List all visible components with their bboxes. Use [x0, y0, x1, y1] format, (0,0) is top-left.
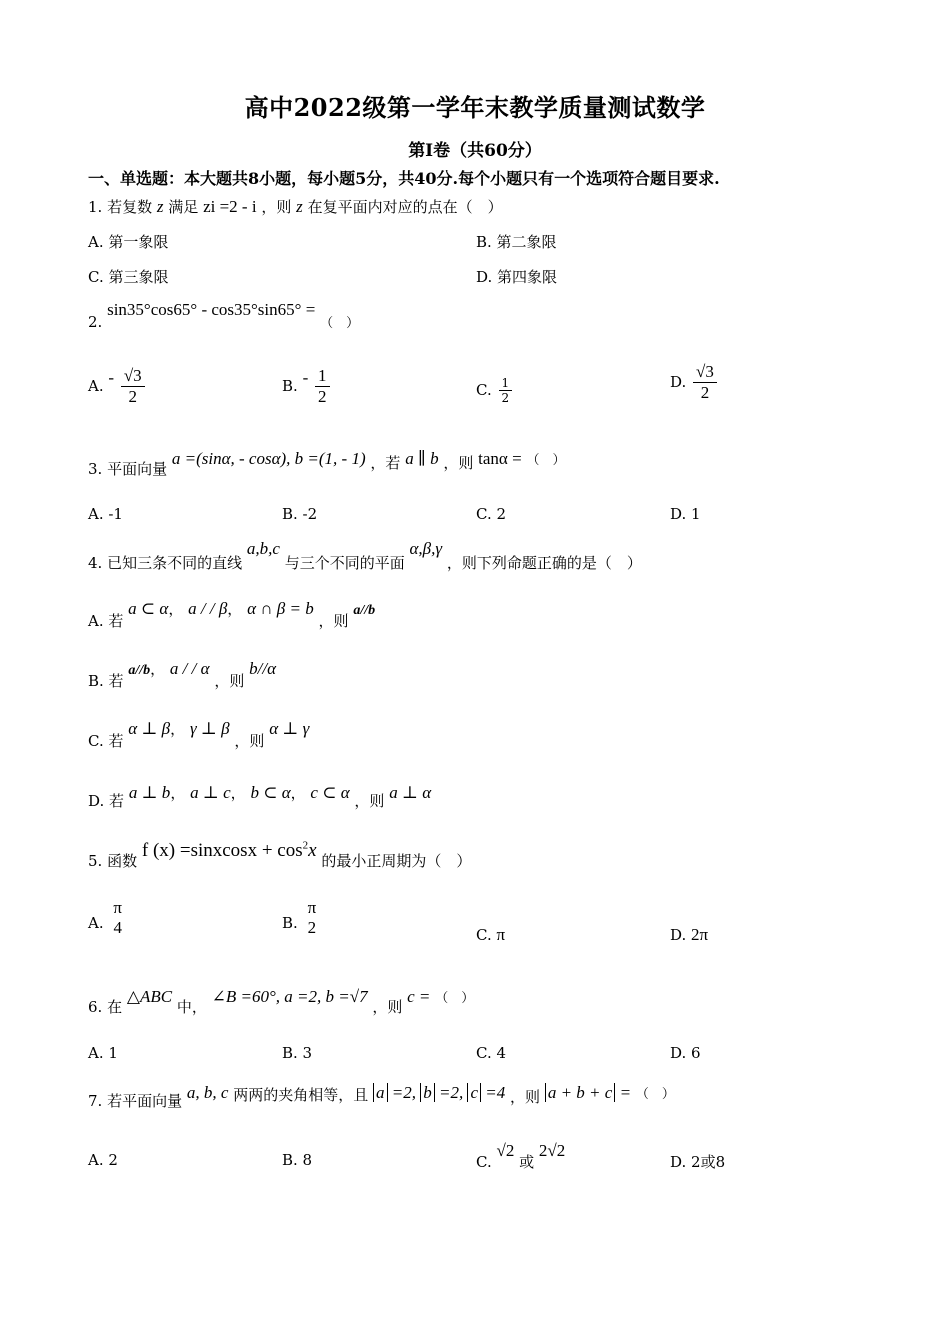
q2-option-a: A. - $\frac{√3}{2}$: [88, 366, 147, 408]
q7-magnitudes: a =2, b =2, c =4: [373, 1083, 505, 1102]
question-6: 6. 在 △ABC 中， ∠B =60°, a =2, b =√7 ，则 c = （ ）: [88, 987, 475, 1016]
q6-option-a: A. 1: [88, 1044, 118, 1062]
q3-option-c: C. 2: [476, 505, 507, 523]
q5-option-d: D. 2π: [670, 925, 709, 944]
question-5: 5. 函数 f (x) =sinxcosx + $\cos^2x$ 的最小正周期为（ ）: [88, 840, 472, 871]
question-1: 1. 若复数 z 满足 zi =2 - i ，则 z 在复平面内对应的点在（ ）: [88, 197, 503, 216]
q5-function: f (x) =sinxcosx + $\cos^2x$: [141, 840, 317, 862]
q2-option-d: D. $\frac{√3}{2}$: [670, 362, 719, 404]
q6-option-d: D. 6: [670, 1044, 701, 1062]
q7-sum-magnitude: a + b + c =: [545, 1083, 631, 1102]
q7-option-c: C. √2 或 2√2: [476, 1141, 566, 1171]
question-4: 4. 已知三条不同的直线 a,b,c 与三个不同的平面 α,β,γ ，则下列命题正确的是（ ）: [88, 539, 642, 572]
q3-option-d: D. 1: [670, 505, 701, 523]
q4-option-a: A. 若 a ⊂ α， a / / β， α ∩ β = b ，则 a//b: [88, 599, 376, 630]
q5-option-c: C. π: [476, 925, 506, 944]
q6-option-b: B. 3: [282, 1044, 313, 1062]
q4-option-c: C. 若 α ⊥ β， γ ⊥ β ，则 α ⊥ γ: [88, 719, 310, 750]
q1-option-c: C. 第三象限: [88, 268, 169, 286]
q7-option-b: B. 8: [282, 1151, 313, 1169]
section-heading: 一、单选题：本大题共8小题，每小题5分，共40分.每个小题只有一个选项符合题目要求.: [88, 169, 720, 188]
q3-option-b: B. -2: [282, 505, 318, 523]
exam-title: 高中2022级第一学年末教学质量测试数学: [244, 93, 706, 122]
q1-option-b: B. 第二象限: [476, 233, 557, 251]
q3-option-a: A. -1: [88, 505, 123, 523]
q1-option-a: A. 第一象限: [88, 233, 169, 251]
q3-vectors: a =(sinα, - cosα), b =(1, - 1): [171, 449, 366, 468]
question-7: 7. 若平面向量 a, b, c 两两的夹角相等，且 a =2, b =2, c =4 ，则 a + b + c = （ ）: [88, 1083, 675, 1110]
q4-option-d: D. 若 a ⊥ b， a ⊥ c， b ⊂ α， c ⊂ α ，则 a ⊥ α: [88, 783, 432, 810]
q6-conditions: ∠B =60°, a =2, b =√7: [211, 987, 368, 1006]
q2-expression: sin35°cos65° - cos35°sin65° =: [107, 300, 316, 319]
q1-option-d: D. 第四象限: [476, 268, 558, 286]
question-2: 2. sin35°cos65° - cos35°sin65° = （ ）: [88, 300, 360, 331]
question-3: 3. 平面向量 a =(sinα, - cosα), b =(1, - 1) ，若 a ∥ b ，则 tanα = （ ）: [88, 449, 566, 478]
q6-option-c: C. 4: [476, 1044, 507, 1062]
q2-option-c: C. $\frac{1}{2}$: [476, 376, 514, 406]
q7-option-d: D. 2或8: [670, 1153, 726, 1171]
q5-option-b: B. π 2: [282, 898, 317, 938]
q4-option-b: B. 若 a//b， a / / α ，则 b//α: [88, 659, 276, 690]
q1-expression: zi =2 - i: [203, 197, 257, 216]
q2-option-b: B. - $\frac{1}{2}$: [282, 366, 332, 408]
q5-option-a: A. π 4: [88, 898, 122, 938]
paper-subtitle: 第Ⅰ卷（共60分）: [408, 141, 542, 161]
q7-option-a: A. 2: [88, 1151, 118, 1169]
